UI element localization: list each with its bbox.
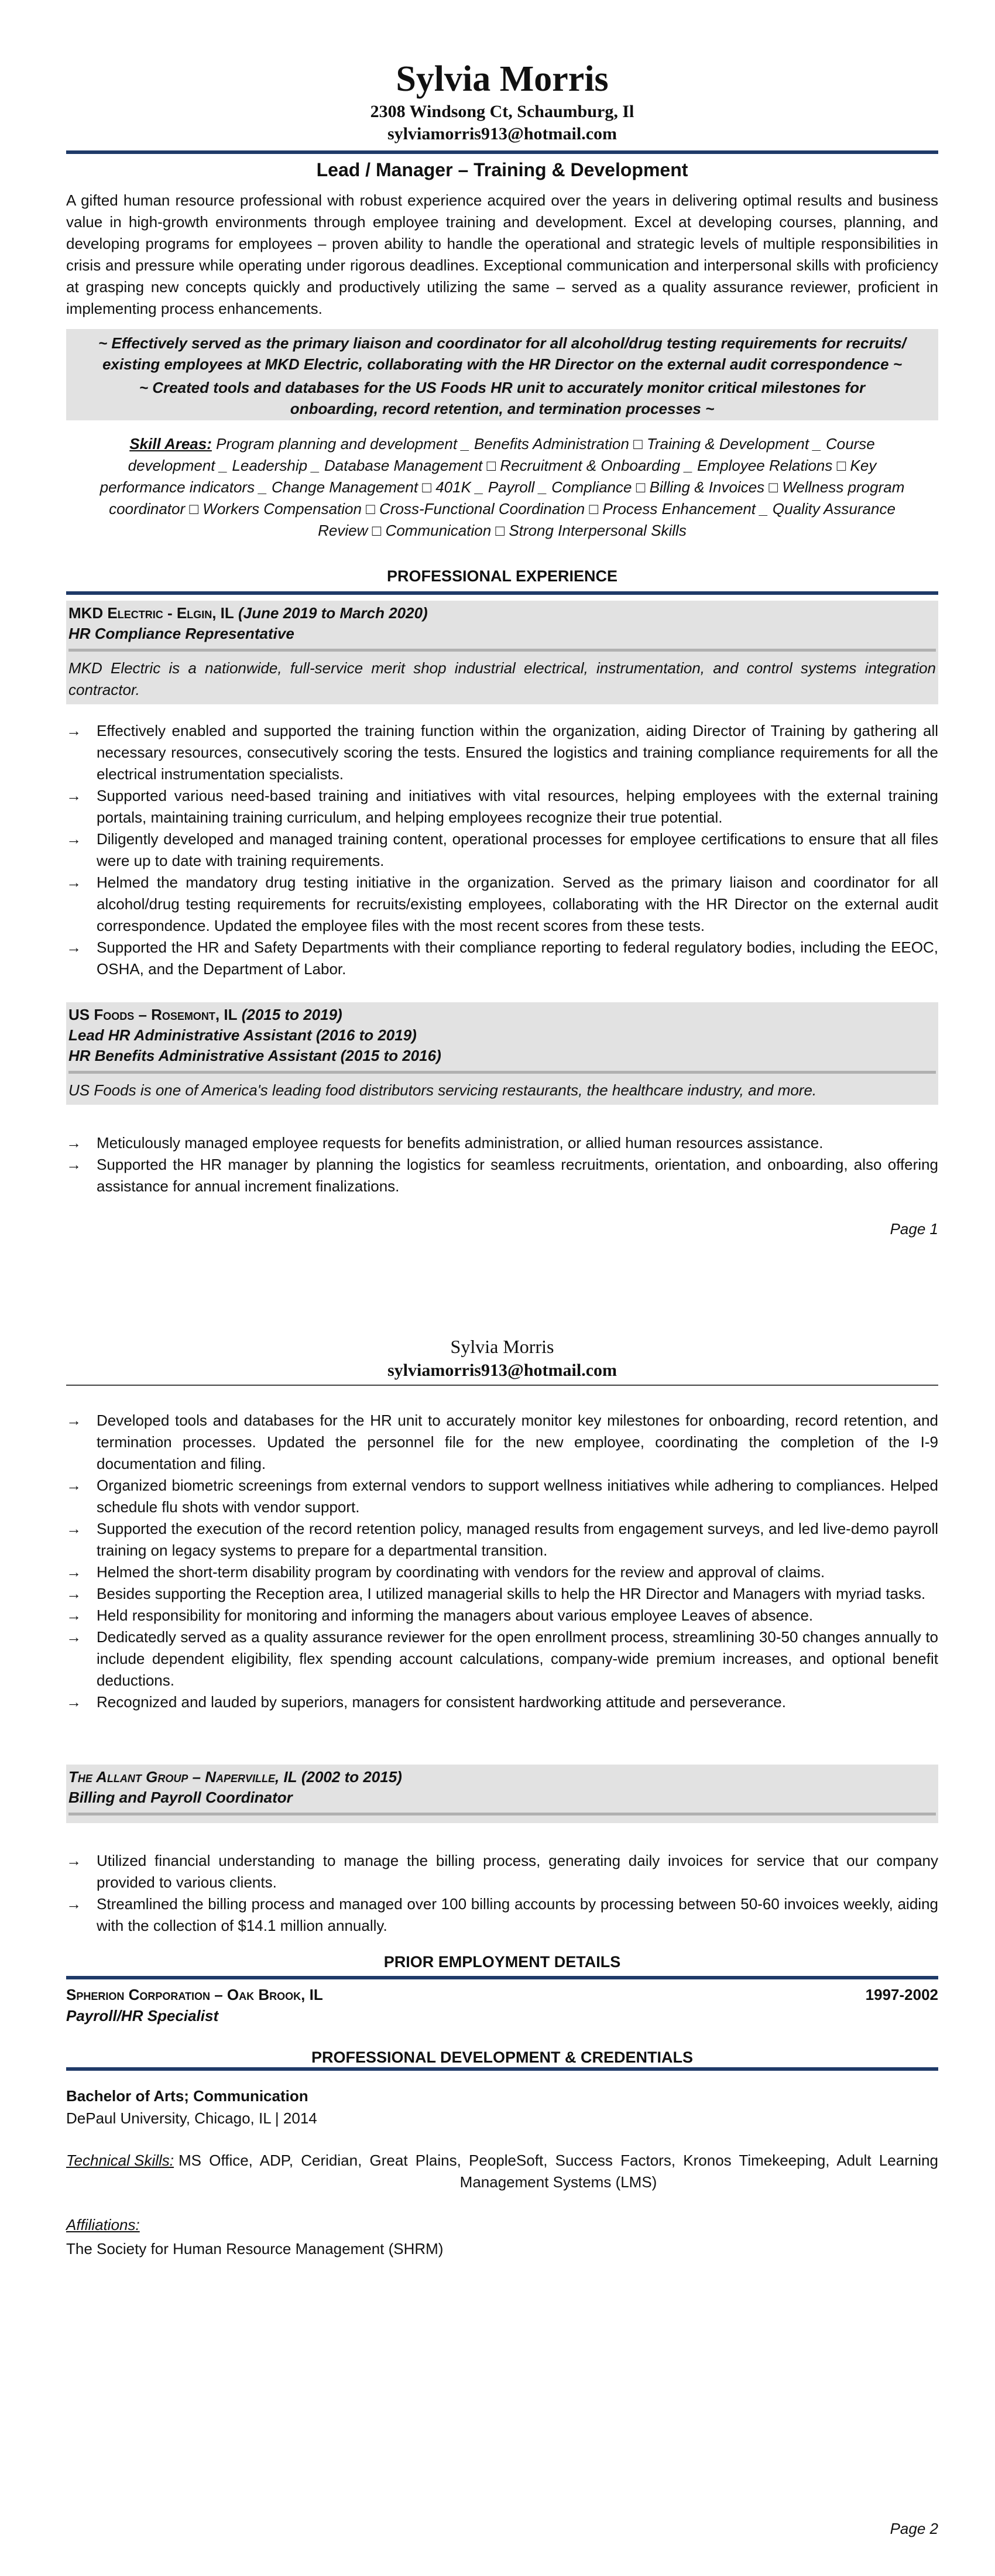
company-description: US Foods is one of America's leading food distributors servicing restaurants, the healthcare industry, and more. xyxy=(68,1081,817,1099)
arrow-bullet-icon: → xyxy=(66,873,81,891)
bullet-item xyxy=(66,720,938,785)
section-divider xyxy=(66,2067,938,2071)
bullet-item xyxy=(66,1626,938,1691)
section-title-experience: PROFESSIONAL EXPERIENCE xyxy=(386,567,618,585)
skill-areas-label: Skill Areas: xyxy=(129,435,212,453)
page2-name: Sylvia Morris xyxy=(450,1336,554,1357)
bullet-item xyxy=(66,785,938,828)
bullet-item xyxy=(66,828,938,872)
bullet-item xyxy=(66,1850,938,1893)
job-title: HR Benefits Administrative Assistant (2015 to 2016) xyxy=(68,1047,441,1064)
header-divider xyxy=(66,150,938,154)
job-dates: (June 2019 to March 2020) xyxy=(238,604,428,622)
arrow-bullet-icon: → xyxy=(66,787,81,804)
arrow-bullet-icon: → xyxy=(66,1134,81,1152)
job-dates: 1997-2002 xyxy=(865,1986,938,2003)
allant-bullets xyxy=(66,1850,938,1937)
bullet-item xyxy=(66,1691,938,1713)
arrow-bullet-icon: → xyxy=(66,1895,81,1913)
arrow-bullet-icon: → xyxy=(66,1477,81,1494)
arrow-bullet-icon: → xyxy=(66,1563,81,1581)
degree: Bachelor of Arts; Communication xyxy=(66,2087,308,2105)
prior-employment-row xyxy=(66,1985,938,2005)
bullet-text: Meticulously managed employee requests for benefits administration, or allied human resources assistance. xyxy=(97,1134,824,1152)
bullet-text: Recognized and lauded by superiors, managers for consistent hardworking attitude and perseverance. xyxy=(97,1693,786,1711)
arrow-bullet-icon: → xyxy=(66,1628,81,1646)
skill-areas-list: Program planning and development _ Benefits Administration □ Training & Development _ Course development _ Leadership _ Database Management □ Recruitment & Onboarding _ Employee Relations □ Key performance indicators _ Change Management □ 401K _ Payroll _ Compliance □ Billing & Invoices □ Wellness program coordinator □ Workers Compensation □ Cross-Functional Coordination □ Process Enhancement _ Quality Assurance Review □ Communication □ Strong Interpersonal Skills xyxy=(100,435,905,539)
arrow-bullet-icon: → xyxy=(66,1693,81,1711)
school: DePaul University, Chicago, IL | 2014 xyxy=(66,2109,317,2127)
arrow-bullet-icon: → xyxy=(66,1585,81,1602)
company-name: MKD Electric - Elgin, IL xyxy=(68,604,234,622)
job-divider xyxy=(68,649,936,652)
page-number: Page 2 xyxy=(890,2520,938,2537)
job-divider xyxy=(68,1071,936,1074)
job-header-mkd xyxy=(66,601,938,704)
mkd-bullets xyxy=(66,720,938,980)
usfoods-bullets xyxy=(66,1132,938,1197)
technical-skills-value: MS Office, ADP, Ceridian, Great Plains, PeopleSoft, Success Factors, Kronos Timekeeping, Adult Learning Management Systems (LMS) xyxy=(179,2152,938,2191)
company-name: Spherion Corporation – Oak Brook, IL xyxy=(66,1986,323,2003)
arrow-bullet-icon: → xyxy=(66,1412,81,1429)
bullet-item xyxy=(66,1475,938,1518)
headline: Lead / Manager – Training & Development xyxy=(316,159,688,180)
summary: A gifted human resource professional with robust experience acquired over the years in delivering optimal results and business value in high-growth environments through employee training and development. Excel at developing courses, planning, and developing programs for employees – proven ability to handle the operational and strategic levels of multiple responsibilities in crisis and pressure while operating under rigorous deadlines. Exceptional communication and interpersonal skills with proficiency at grasping new concepts quickly and productively utilizing the same – served as a quality assurance reviewer, proficient in implementing process enhancements. xyxy=(66,191,938,317)
technical-skills-label: Technical Skills: xyxy=(66,2152,174,2169)
page2-email: sylviamorris913@hotmail.com xyxy=(387,1361,617,1380)
bullet-text: Dedicatedly served as a quality assurance reviewer for the open enrollment process, streamlining 30-50 changes annually to include dependent eligibility, flex spending account calculations, company-wide premium increases, and optional benefit deductions. xyxy=(97,1628,938,1689)
bullet-item xyxy=(66,1518,938,1561)
job-dates: (2002 to 2015) xyxy=(301,1768,402,1786)
highlights-box xyxy=(66,329,938,420)
bullet-text: Supported the execution of the record retention policy, managed results from engagement surveys, and led live-demo payroll training on legacy systems to prepare for a departmental transition. xyxy=(97,1520,938,1559)
bullet-text: Held responsibility for monitoring and informing the managers about various employee Leaves of absence. xyxy=(97,1606,814,1624)
job-divider xyxy=(68,1813,936,1815)
job-title: Lead HR Administrative Assistant (2016 to 2019) xyxy=(68,1026,417,1044)
job-title: Billing and Payroll Coordinator xyxy=(68,1789,293,1806)
bullet-text: Supported the HR and Safety Departments with their compliance reporting to federal regulatory bodies, including the EEOC, OSHA, and the Department of Labor. xyxy=(97,938,938,978)
bullet-text: Organized biometric screenings from external vendors to support wellness initiatives while adhering to compliances. Helped schedule flu shots with vendor support. xyxy=(97,1477,938,1516)
job-title: Payroll/HR Specialist xyxy=(66,2007,219,2025)
bullet-item xyxy=(66,1410,938,1475)
bullet-text: Utilized financial understanding to manage the billing process, generating daily invoices for service that our company provided to various clients. xyxy=(97,1852,938,1891)
bullet-item xyxy=(66,1605,938,1626)
affiliation: The Society for Human Resource Management (SHRM) xyxy=(66,2240,444,2258)
arrow-bullet-icon: → xyxy=(66,1606,81,1624)
section-title-development: PROFESSIONAL DEVELOPMENT & CREDENTIALS xyxy=(311,2049,694,2066)
email: sylviamorris913@hotmail.com xyxy=(387,124,617,143)
highlight-2: ~ Created tools and databases for the US Foods HR unit to accurately monitor critical milestones for onboarding, record retention, and termination processes ~ xyxy=(139,379,866,417)
bullet-text: Supported the HR manager by planning the logistics for seamless recruitments, orientation, and onboarding, also offering assistance for annual increment finalizations. xyxy=(97,1156,938,1195)
bullet-text: Helmed the short-term disability program by coordinating with vendors for the review and approval of claims. xyxy=(97,1563,825,1581)
bullet-text: Effectively enabled and supported the training function within the organization, aiding Director of Training by gathering all necessary resources, consecutively scoring the tests. Ensured the logistics and training compliance requirements for all the electrical instrumentation specialists. xyxy=(97,722,938,783)
bullet-item xyxy=(66,937,938,980)
affiliations-label: Affiliations: xyxy=(66,2216,140,2234)
arrow-bullet-icon: → xyxy=(66,830,81,848)
bullet-item xyxy=(66,1583,938,1605)
bullet-item xyxy=(66,1132,938,1154)
bullet-text: Diligently developed and managed training content, operational processes for employee certifications to ensure that all files were up to date with training requirements. xyxy=(97,830,938,869)
job-header-usfoods xyxy=(66,1002,938,1105)
arrow-bullet-icon: → xyxy=(66,1852,81,1869)
technical-skills xyxy=(66,2150,938,2193)
company-description: MKD Electric is a nationwide, full-service merit shop industrial electrical, instrumentation, and control systems integration contractor. xyxy=(68,659,936,698)
bullet-text: Streamlined the billing process and managed over 100 billing accounts by processing between 50-60 invoices weekly, aiding with the collection of $14.1 million annually. xyxy=(97,1895,938,1934)
bullet-text: Besides supporting the Reception area, I utilized managerial skills to help the HR Director and Managers with myriad tasks. xyxy=(97,1585,926,1602)
page-number: Page 1 xyxy=(890,1220,938,1238)
bullet-item xyxy=(66,1154,938,1197)
job-title: HR Compliance Representative xyxy=(68,625,294,642)
section-title-prior: PRIOR EMPLOYMENT DETAILS xyxy=(383,1953,621,1971)
candidate-name: Sylvia Morris xyxy=(396,59,609,99)
page2-divider xyxy=(66,1385,938,1386)
bullet-item xyxy=(66,872,938,937)
bullet-text: Supported various need-based training and initiatives with vital resources, helping employees with the external training portals, maintaining training curriculum, and helping employees recognize their true potential. xyxy=(97,787,938,826)
bullet-text: Developed tools and databases for the HR unit to accurately monitor key milestones for onboarding, record retention, and termination processes. Updated the personnel file for the new employee, coordinating the completion of the I-9 documentation and filing. xyxy=(97,1412,938,1472)
arrow-bullet-icon: → xyxy=(66,1520,81,1537)
company-name: The Allant Group – Naperville, IL xyxy=(68,1768,297,1786)
bullet-item xyxy=(66,1893,938,1937)
arrow-bullet-icon: → xyxy=(66,722,81,739)
section-divider xyxy=(66,591,938,595)
usfoods-bullets-continued xyxy=(66,1410,938,1713)
arrow-bullet-icon: → xyxy=(66,1156,81,1173)
address: 2308 Windsong Ct, Schaumburg, Il xyxy=(370,102,634,121)
section-divider xyxy=(66,1976,938,1979)
skill-areas xyxy=(66,433,938,542)
job-dates: (2015 to 2019) xyxy=(241,1006,342,1023)
company-name: US Foods – Rosemont, IL xyxy=(68,1006,238,1023)
arrow-bullet-icon: → xyxy=(66,938,81,956)
highlight-1: ~ Effectively served as the primary liaison and coordinator for all alcohol/drug testing requirements for recruits/ existing employees at MKD Electric, collaborating with the HR Director on the external audit correspondence ~ xyxy=(98,334,907,373)
bullet-text: Helmed the mandatory drug testing initiative in the organization. Served as the primary liaison and coordinator for all alcohol/drug testing requirements for recruits/existing employees, collaborating with the HR Director on the external audit correspondence. Updated the employee files with the most recent scores from these tests. xyxy=(97,873,938,934)
job-header-allant xyxy=(66,1765,938,1823)
bullet-item xyxy=(66,1561,938,1583)
affiliations-label-row xyxy=(66,2214,938,2236)
